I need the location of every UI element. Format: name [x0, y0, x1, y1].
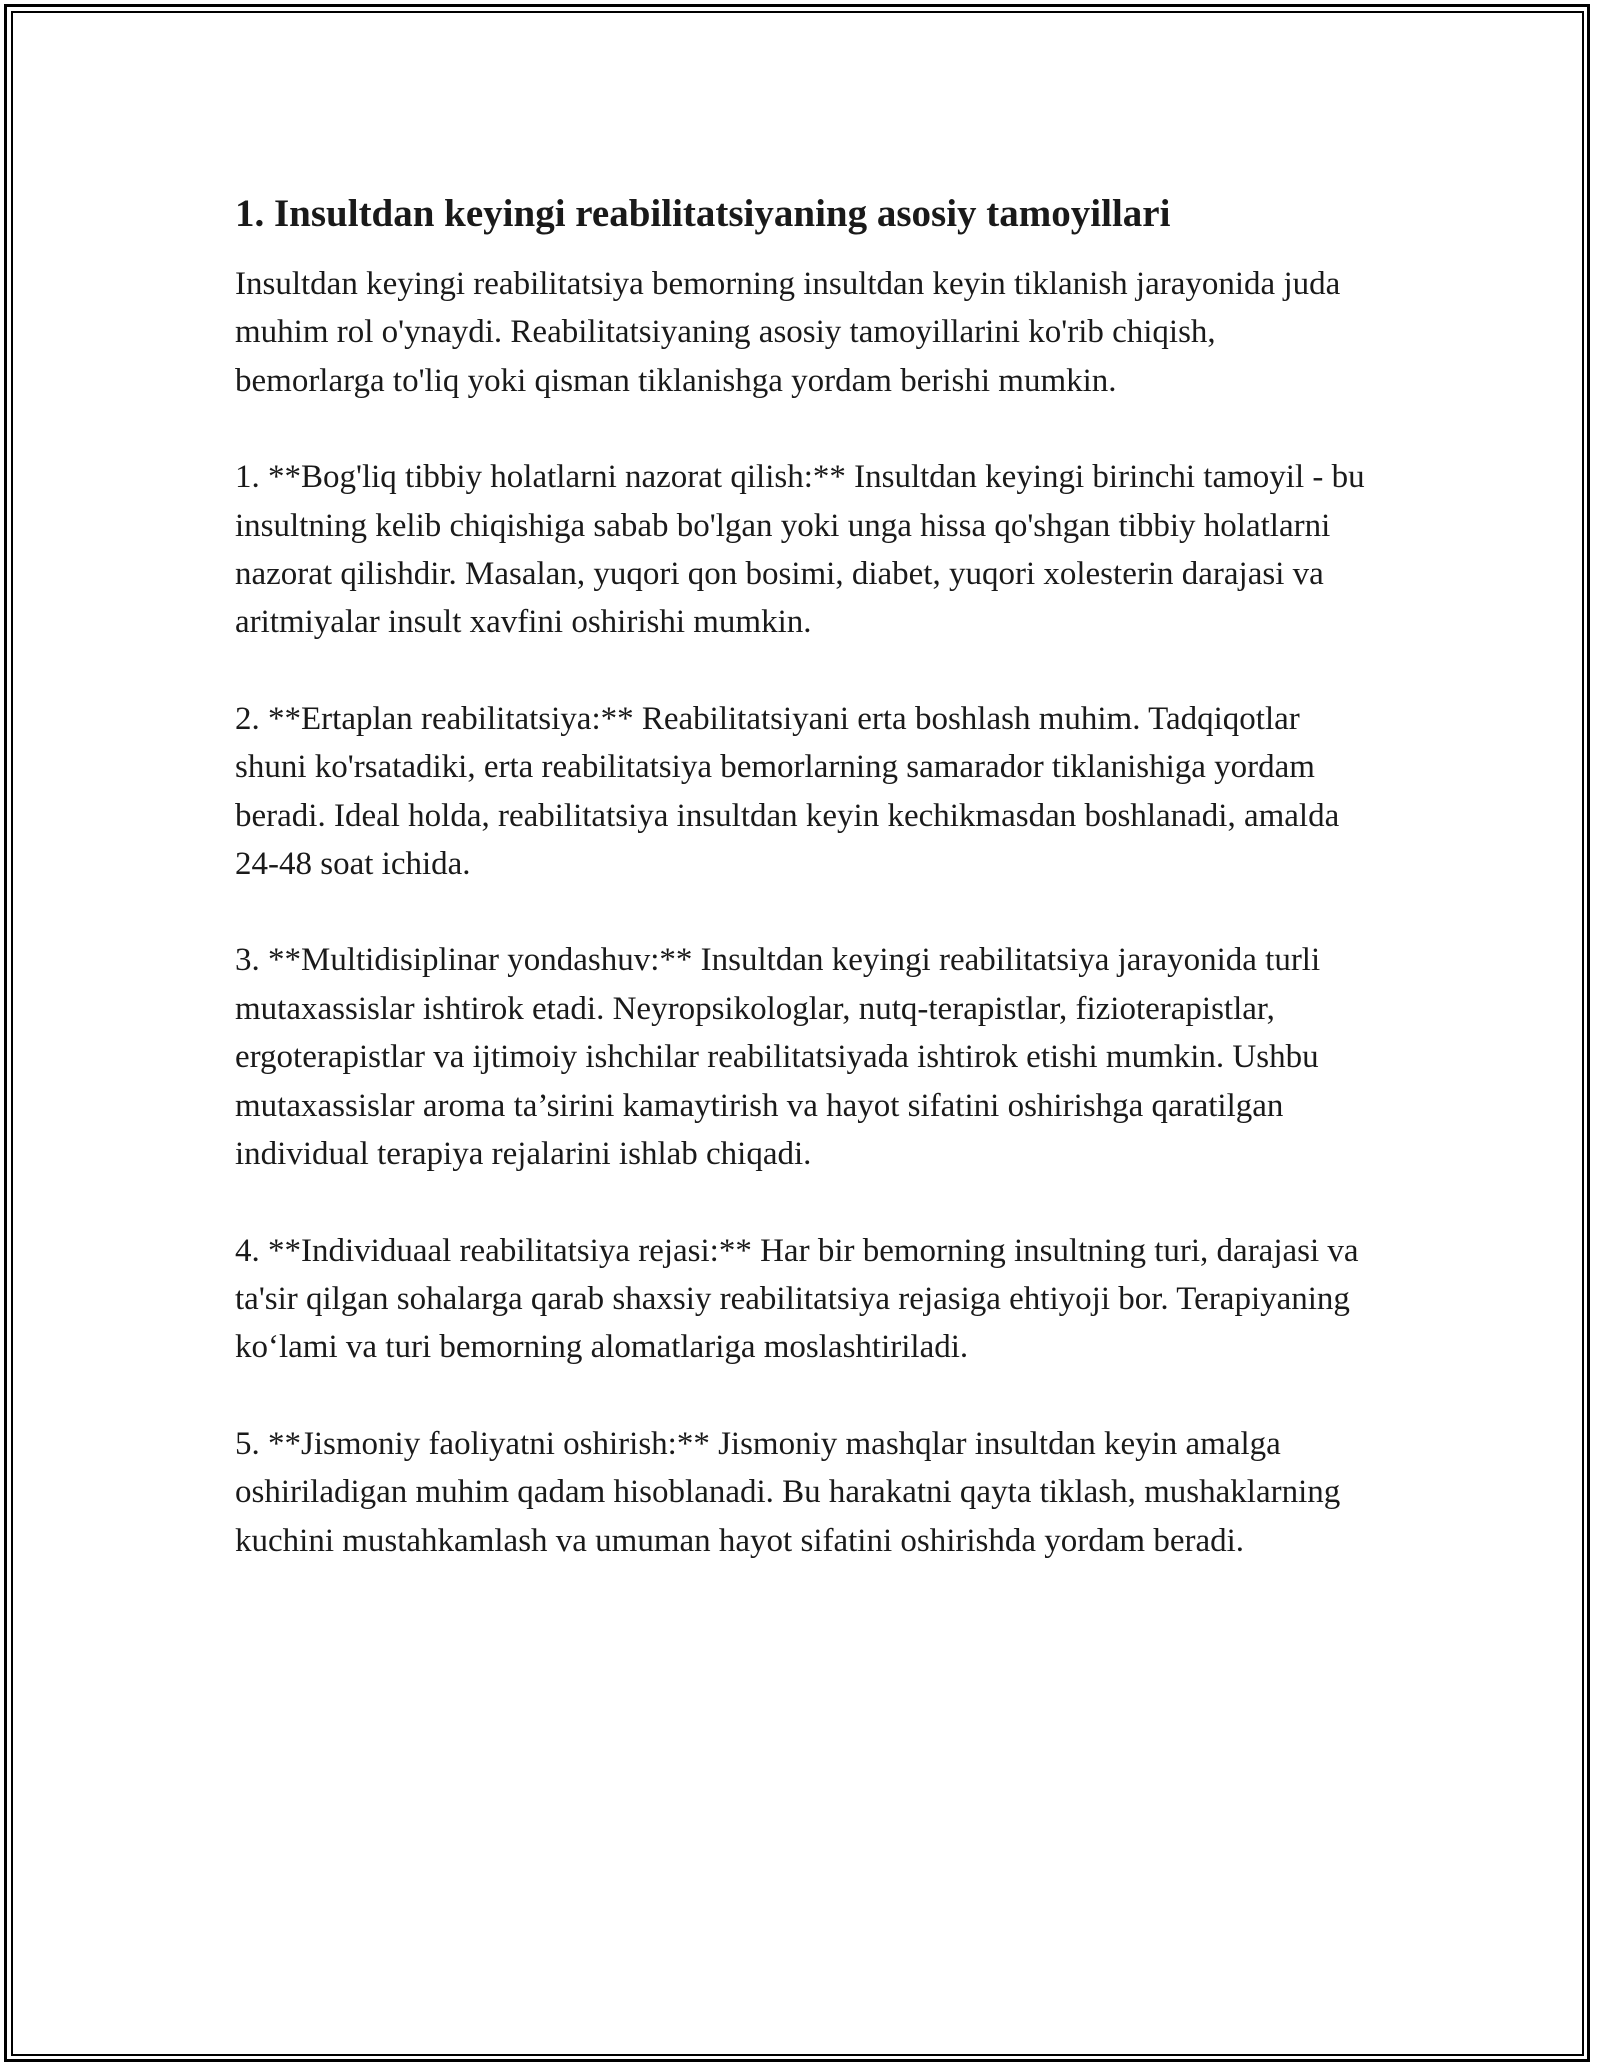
intro-paragraph: Insultdan keyingi reabilitatsiya bemorning insultdan keyin tiklanish jarayonida juda muhim rol o'ynaydi. Reabilitatsiyaning asosiy tamoyillarini ko'rib chiqish, bemorlarga to'liq yoki qisman tiklanishga yordam berishi mumkin.: [235, 266, 1341, 399]
principle-5-paragraph: 5. **Jismoniy faoliyatni oshirish:** Jismoniy mashqlar insultdan keyin amalga oshiriladigan muhim qadam hisoblanadi. Bu harakatni qayta tiklash, mushaklarning kuchini mustahkamlash va umuman hayot sifatini oshirishda yordam beradi.: [235, 1425, 1341, 1559]
principle-4-paragraph: 4. **Individuaal reabilitatsiya rejasi:** Har bir bemorning insultning turi, darajasi va ta'sir qilgan sohalarga qarab shaxsiy reabilitatsiya rejasiga ehtiyoji bor. Terapiyaning ko‘lami va turi bemorning alomatlariga moslashtiriladi.: [235, 1232, 1359, 1366]
document-title: 1. Insultdan keyingi reabilitatsiyaning asosiy tamoyillari: [235, 192, 1171, 235]
document-body: [235, 186, 1365, 1613]
principle-1-paragraph: 1. **Bog'liq tibbiy holatlarni nazorat qilish:** Insultdan keyingi birinchi tamoyil - bu insultning kelib chiqishiga sabab bo'lgan yoki unga hissa qo'shgan tibbiy holatlarni nazorat qilishdir. Masalan, yuqori qon bosimi, diabet, yuqori xolesterin darajasi va aritmiyalar insult xavfini oshirishi mumkin.: [235, 459, 1365, 641]
principle-2-paragraph: 2. **Ertaplan reabilitatsiya:** Reabilitatsiyani erta boshlash muhim. Tadqiqotlar shuni ko'rsatadiki, erta reabilitatsiya bemorlarning samarador tiklanishiga yordam beradi. Ideal holda, reabilitatsiya insultdan keyin kechikmasdan boshlanadi, amalda 24-48 soat ichida.: [235, 700, 1340, 883]
principle-3-paragraph: 3. **Multidisiplinar yondashuv:** Insultdan keyingi reabilitatsiya jarayonida turli mutaxassislar ishtirok etadi. Neyropsikologlar, nutq-terapistlar, fizioterapistlar, ergoterapistlar va ijtimoiy ishchilar reabilitatsiyada ishtirok etishi mumkin. Ushbu mutaxassislar aroma ta’sirini kamaytirish va hayot sifatini oshirishga qaratilgan individual terapiya rejalarini ishlab chiqadi.: [235, 942, 1321, 1173]
